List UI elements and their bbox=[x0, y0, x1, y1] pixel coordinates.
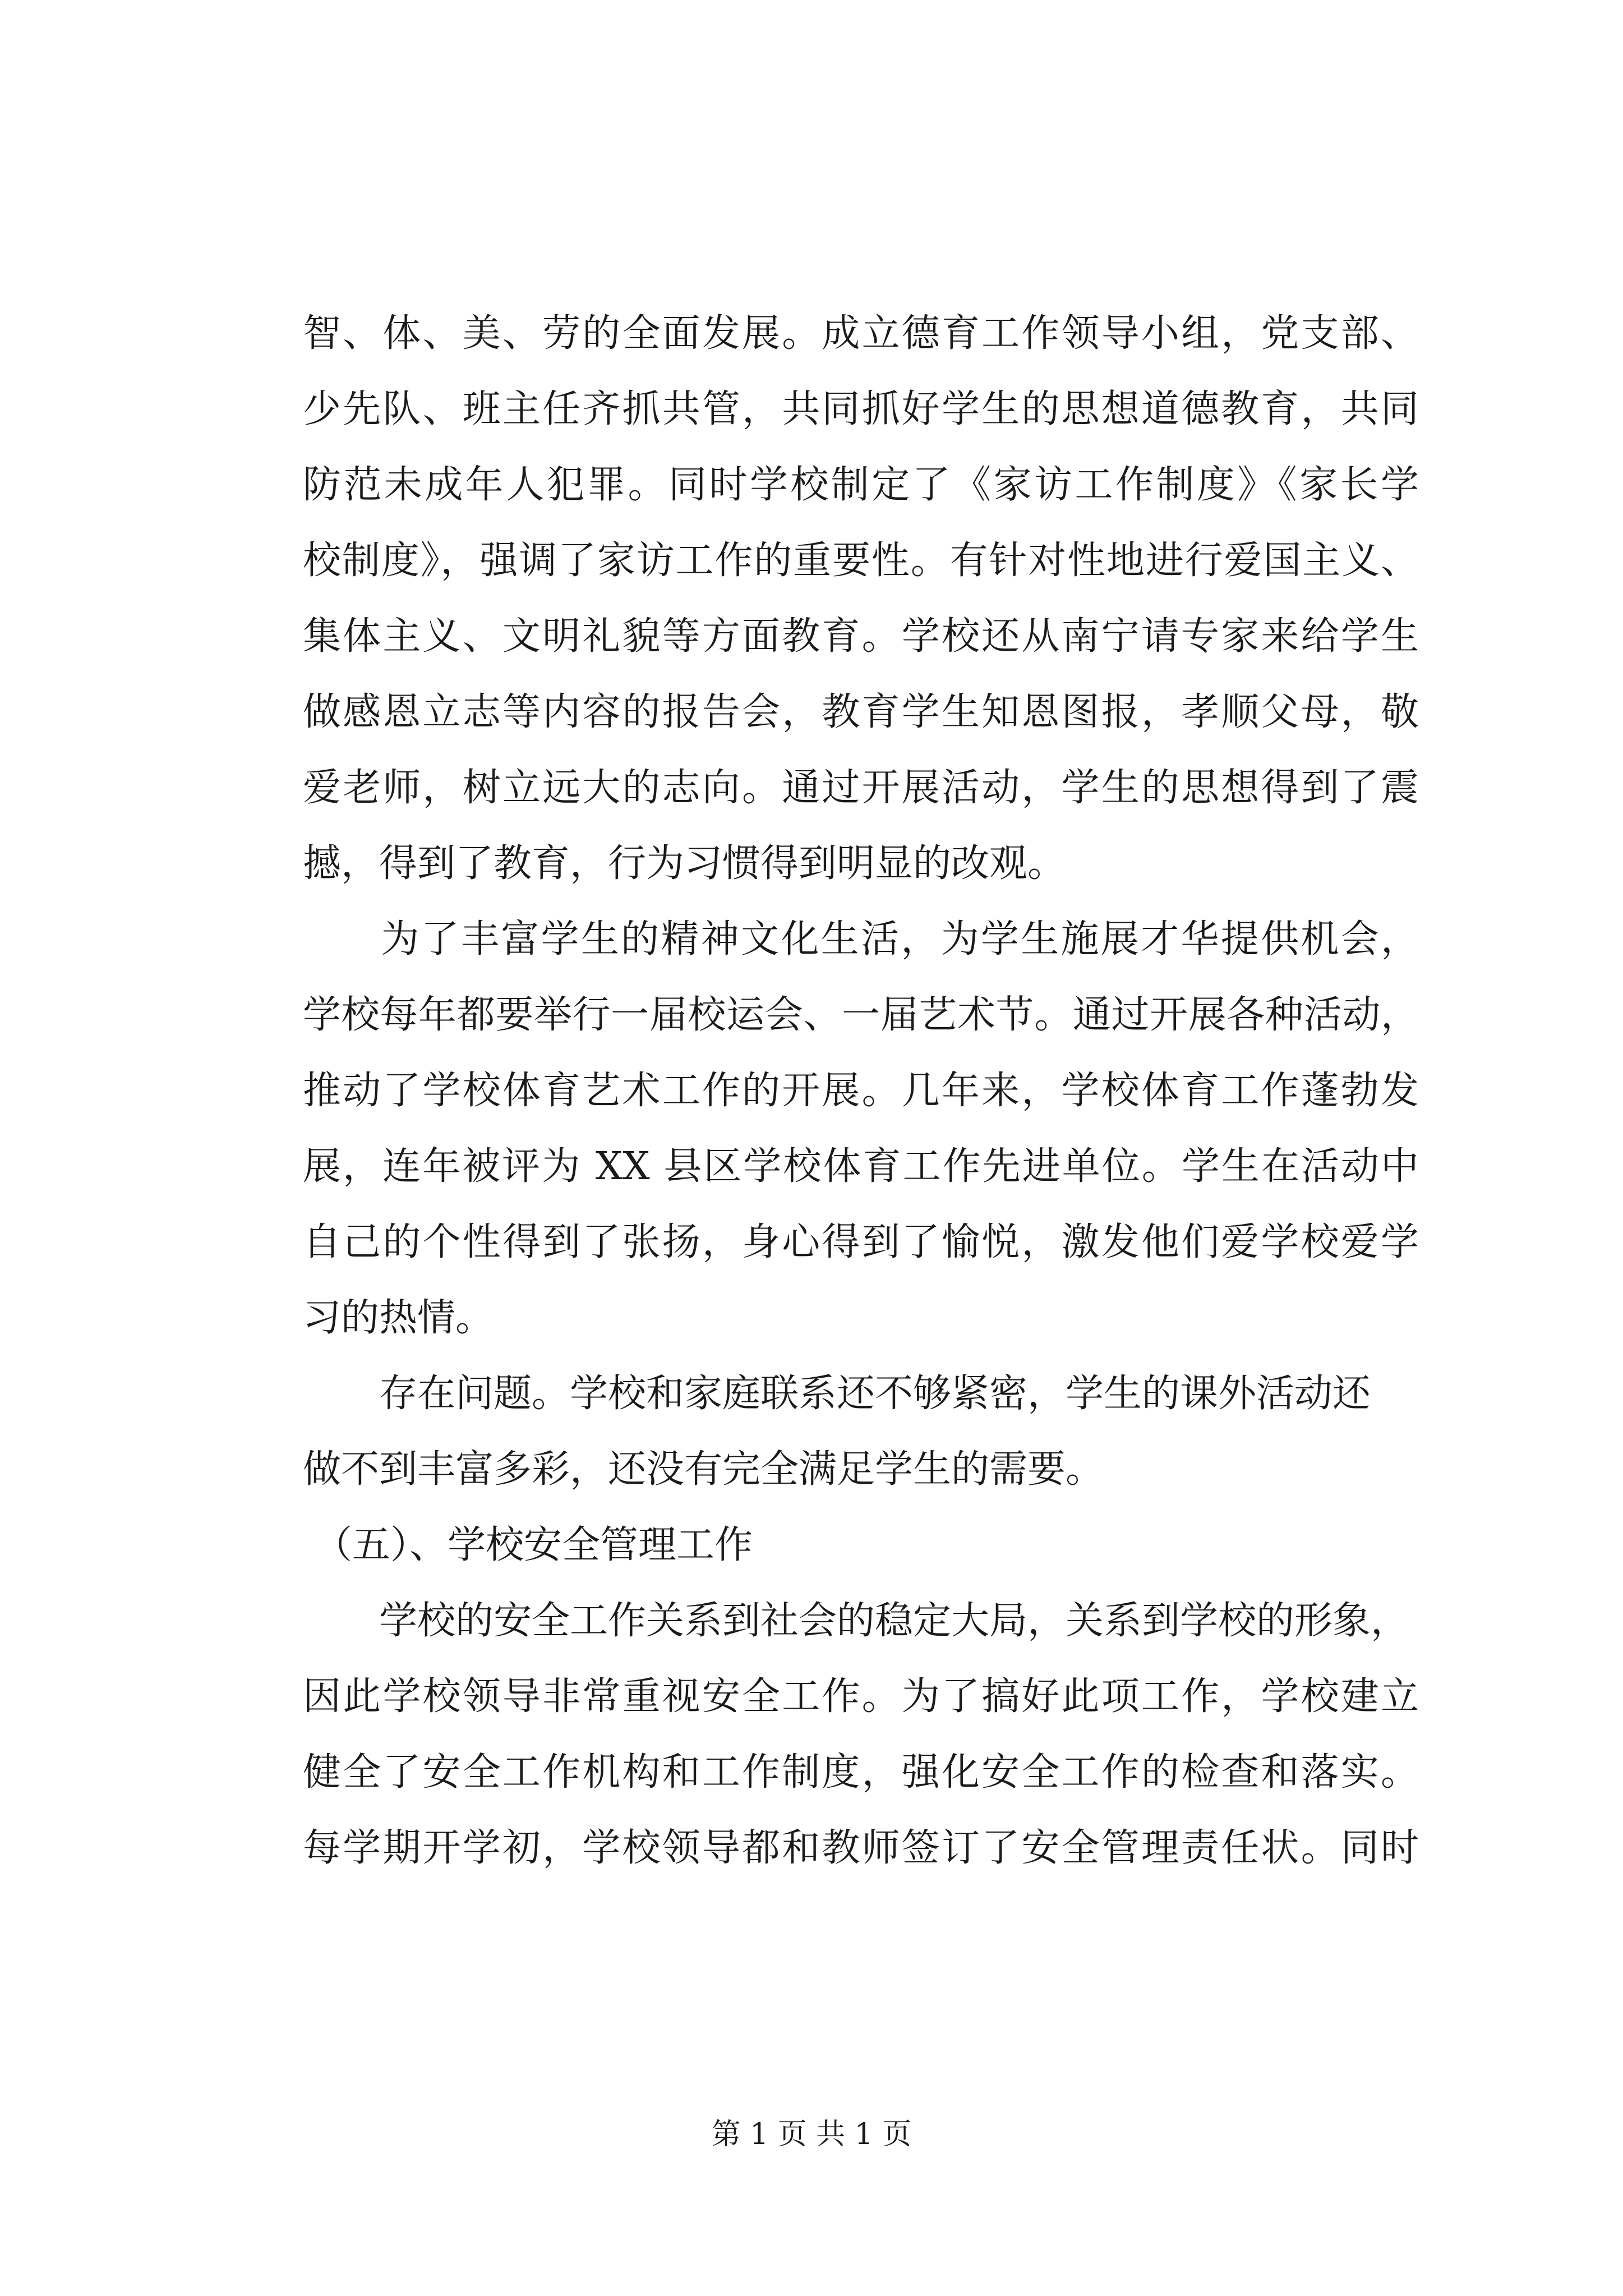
body-text-line: 健全了安全工作机构和工作制度，强化安全工作的检查和落实。 bbox=[303, 1750, 1419, 1795]
body-text-line: 每学期开学初，学校领导都和教师签订了安全管理责任状。同时 bbox=[303, 1826, 1419, 1870]
paragraph-first-line: 存在问题。学校和家庭联系还不够紧密，学生的课外活动还 bbox=[379, 1372, 1371, 1416]
body-text-line: 防范未成年人犯罪。同时学校制定了《家访工作制度》《家长学 bbox=[303, 463, 1419, 507]
body-text-line: 做感恩立志等内容的报告会，教育学生知恩图报，孝顺父母，敬 bbox=[303, 690, 1419, 734]
body-text-line: 做不到丰富多彩，还没有完全满足学生的需要。 bbox=[303, 1447, 1104, 1492]
body-text-line: 校制度》，强调了家访工作的重要性。有针对性地进行爱国主义、 bbox=[303, 539, 1419, 583]
body-text-line: 展，连年被评为 XX 县区学校体育工作先进单位。学生在活动中 bbox=[303, 1144, 1419, 1189]
body-text-line: 自己的个性得到了张扬，身心得到了愉悦，激发他们爱学校爱学 bbox=[303, 1220, 1419, 1264]
body-text-line: 推动了学校体育艺术工作的开展。几年来，学校体育工作蓬勃发 bbox=[303, 1069, 1419, 1113]
body-text-line: 集体主义、文明礼貌等方面教育。学校还从南宁请专家来给学生 bbox=[303, 614, 1419, 659]
paragraph-first-line bbox=[303, 912, 1419, 968]
body-text-line: 习的热情。 bbox=[303, 1296, 494, 1340]
body-text-line: 撼，得到了教育，行为习惯得到明显的改观。 bbox=[303, 841, 1066, 886]
paragraph-first-line: 学校的安全工作关系到社会的稳定大局，关系到学校的形象， bbox=[379, 1599, 1409, 1643]
body-text: 为了丰富学生的精神文化生活，为学生施展才华提供机会， bbox=[379, 917, 1419, 961]
body-text-line: 少先队、班主任齐抓共管，共同抓好学生的思想道德教育，共同 bbox=[303, 387, 1419, 431]
body-text-line: 智、体、美、劳的全面发展。成立德育工作领导小组，党支部、 bbox=[303, 311, 1419, 356]
body-text-line: 爱老师，树立远大的志向。通过开展活动，学生的思想得到了震 bbox=[303, 766, 1419, 810]
body-text-line: 学校每年都要举行一届校运会、一届艺术节。通过开展各种活动， bbox=[303, 993, 1419, 1037]
page-footer: 第 1 页 共 1 页 bbox=[711, 2118, 912, 2151]
body-text-line: 因此学校领导非常重视安全工作。为了搞好此项工作，学校建立 bbox=[303, 1674, 1419, 1719]
section-heading: （五）、学校安全管理工作 bbox=[314, 1523, 753, 1567]
